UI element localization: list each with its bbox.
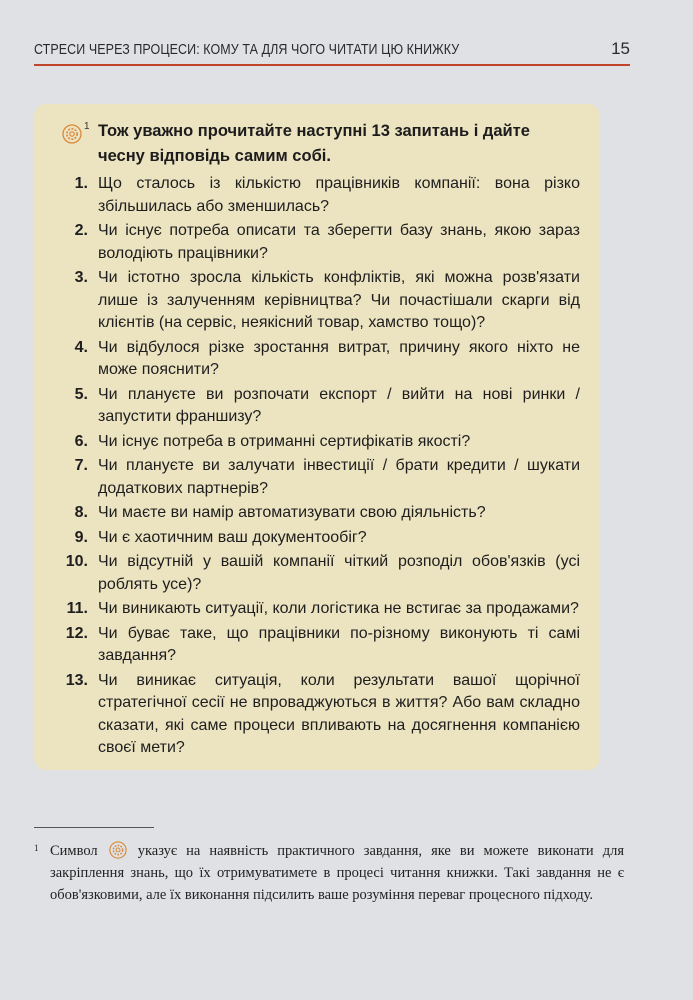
question-number: 12.: [65, 624, 88, 642]
gear-icon: [109, 841, 127, 859]
question-number: 2.: [74, 222, 88, 239]
question-item: [50, 551, 580, 596]
question-number: 11.: [66, 600, 88, 617]
question-item: [50, 220, 580, 265]
footnote-reference: 1: [84, 121, 90, 132]
question-number: 4.: [74, 338, 88, 356]
question-number: 1.: [74, 175, 88, 192]
question-item: [50, 267, 580, 335]
question-text: Чи виникають ситуації, коли логістика не встигає за продажами?: [98, 600, 579, 617]
question-item: [50, 598, 580, 621]
footnote-text: [34, 840, 624, 906]
footnote-rule: [34, 827, 154, 828]
question-text: Чи є хаотичним ваш документообіг?: [98, 528, 367, 546]
question-text: Чи істотно зросла кількість конфліктів, які можна розв'язати лише із залученням керівництва? Чи почастішали скарги від клієнтів (на сервіс, неякісний товар, хамство тощо)?: [98, 269, 580, 331]
question-text: Чи виникає ситуація, коли результати вашої щорічної стратегічної сесії не впроваджуються в життя? Або вам складно сказати, які саме процеси впливають на досягнення компанією своєї мети?: [98, 671, 580, 756]
question-item: [50, 384, 580, 429]
question-item: [50, 337, 580, 382]
gear-icon: [62, 124, 82, 144]
question-text: Чи існує потреба описати та зберегти базу знань, якою зараз володіють працівники?: [98, 222, 580, 262]
question-text: Чи відбулося різке зростання витрат, причину якого ніхто не може пояснити?: [98, 338, 580, 378]
question-item: [50, 527, 580, 550]
running-header-title: СТРЕСИ ЧЕРЕЗ ПРОЦЕСИ: КОМУ ТА ДЛЯ ЧОГО ЧИТАТИ ЦЮ КНИЖКУ: [34, 42, 460, 58]
question-number: 9.: [74, 528, 88, 546]
question-text: Чи плануєте ви розпочати експорт / вийти на нові ринки / запустити франшизу?: [98, 385, 580, 425]
question-item: [50, 173, 580, 218]
footnote: [34, 840, 624, 906]
question-item: [50, 623, 580, 668]
question-text: Чи плануєте ви залучати інвестиції / брати кредити / шукати додаткових партнерів?: [98, 457, 580, 497]
question-number: 13.: [65, 671, 88, 689]
question-text: Чи буває таке, що працівники по-різному виконують ті самі завдання?: [98, 624, 580, 664]
question-item: [50, 502, 580, 525]
question-text: Чи існує потреба в отриманні сертифікатів якості?: [98, 432, 471, 450]
footnote-text-rest: указує на наявність практичного завдання, яке ви можете виконати для закріплення знань, що їх отримуватимете в процесі читання книжки. Такі завдання не є обов'язковими, але їх виконання підсилить ваше розуміння переваг процесного підходу.: [50, 843, 624, 903]
question-text: Чи маєте ви намір автоматизувати свою діяльність?: [98, 504, 486, 521]
question-number: 3.: [74, 269, 88, 286]
question-list: [50, 173, 580, 762]
footnote-text-start: Символ: [50, 843, 98, 859]
question-item: [50, 670, 580, 760]
question-text: Що сталось із кількістю працівників компанії: вона різко збільшилась або зменшилась?: [98, 175, 580, 215]
question-item: [50, 431, 580, 454]
task-intro: Тож уважно прочитайте наступні 13 запитань і дайте чесну відповідь самим собі.: [98, 122, 530, 165]
question-number: 10.: [65, 553, 88, 570]
running-header: [34, 36, 630, 66]
question-number: 5.: [74, 385, 88, 403]
question-item: [50, 455, 580, 500]
question-text: Чи відсутній у вашій компанії чіткий розподіл обов'язків (усі роблять усе)?: [98, 553, 580, 593]
question-number: 8.: [74, 504, 88, 521]
footnote-mark: 1: [34, 843, 39, 853]
question-number: 7.: [74, 457, 88, 474]
page-number: 15: [611, 39, 630, 58]
header-rule: [34, 64, 630, 66]
question-number: 6.: [74, 432, 88, 450]
